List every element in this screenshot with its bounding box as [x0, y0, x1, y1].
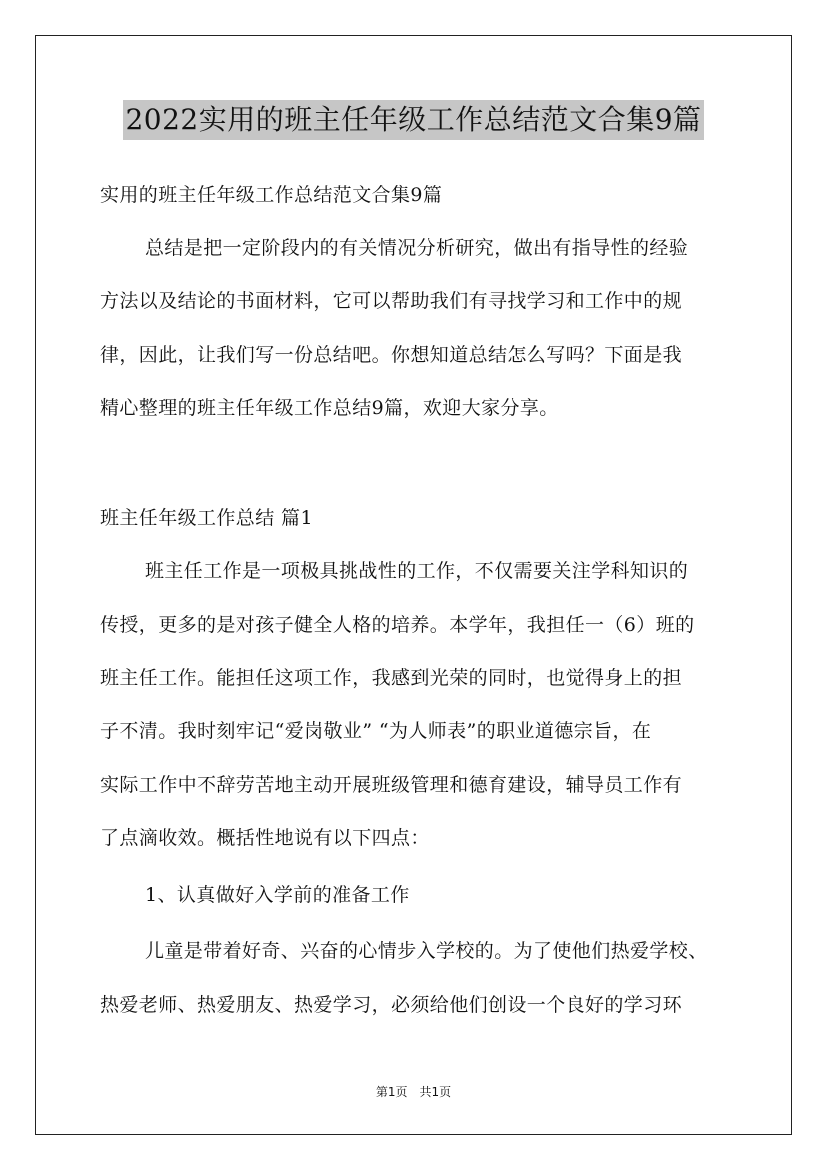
intro-line-1: 总结是把一定阶段内的有关情况分析研究，做出有指导性的经验 [145, 237, 689, 259]
section-line-4: 子不清。我时刻牢记“爱岗敬业” “为人师表”的职业道德宗旨，在 [100, 720, 652, 742]
section-line-2: 传授，更多的是对孩子健全人格的培养。本学年，我担任一（6）班的 [100, 614, 695, 636]
document-subtitle: 实用的班主任年级工作总结范文合集9篇 [100, 184, 443, 206]
section-line-1: 班主任工作是一项极具挑战性的工作，不仅需要关注学科知识的 [145, 560, 689, 582]
page-number: 第1页 [375, 1085, 408, 1099]
page-footer [0, 1084, 827, 1100]
section-line-6: 了点滴收效。概括性地说有以下四点： [100, 827, 430, 849]
intro-line-4: 精心整理的班主任年级工作总结9篇，欢迎大家分享。 [100, 397, 559, 419]
page-total: 共1页 [419, 1085, 452, 1099]
point-line-1: 儿童是带着好奇、兴奋的心情步入学校的。为了使他们热爱学校、 [145, 940, 708, 962]
point-heading: 1、认真做好入学前的准备工作 [145, 884, 410, 906]
intro-line-2: 方法以及结论的书面材料，它可以帮助我们有寻找学习和工作中的规 [100, 290, 683, 312]
section-line-5: 实际工作中不辞劳苦地主动开展班级管理和德育建设，辅导员工作有 [100, 774, 683, 796]
document-title: 2022实用的班主任年级工作总结范文合集9篇 [123, 100, 703, 140]
intro-line-3: 律，因此，让我们写一份总结吧。你想知道总结怎么写吗？下面是我 [100, 344, 683, 366]
section-heading: 班主任年级工作总结 篇1 [100, 507, 313, 529]
section-line-3: 班主任工作。能担任这项工作，我感到光荣的同时，也觉得身上的担 [100, 667, 683, 689]
point-line-2: 热爱老师、热爱朋友、热爱学习，必须给他们创设一个良好的学习环 [100, 994, 683, 1016]
document-title-wrap [0, 100, 827, 140]
